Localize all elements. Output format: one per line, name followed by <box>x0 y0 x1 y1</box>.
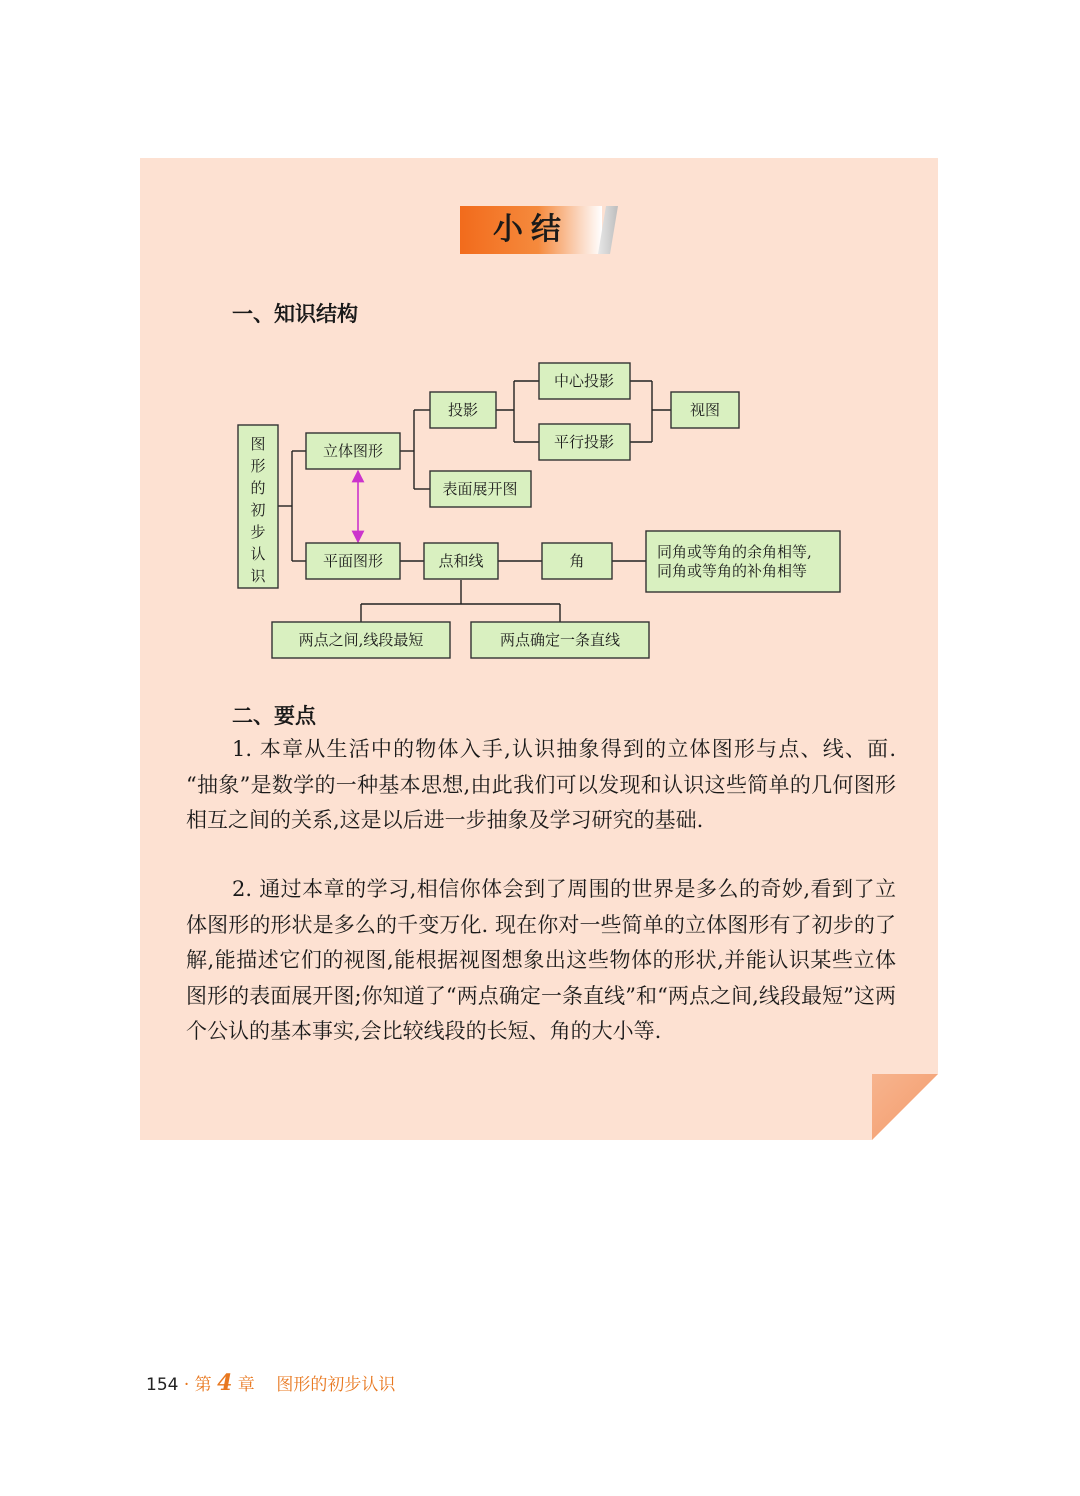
root-char: 识 <box>250 567 266 585</box>
box-plane-figure <box>306 543 400 579</box>
box-angle <box>542 543 612 579</box>
footer-separator: · <box>183 1375 190 1395</box>
box-angle-label: 角 <box>569 552 585 570</box>
box-solid-figure <box>306 433 400 469</box>
box-point-line-label: 点和线 <box>438 552 484 570</box>
angle-property-line: 同角或等角的补角相等 <box>657 562 808 580</box>
box-parallel-projection <box>539 424 630 460</box>
box-line-determined-label: 两点确定一条直线 <box>499 631 621 649</box>
root-char: 图 <box>250 435 266 453</box>
angle-property-line: 同角或等角的余角相等, <box>657 543 812 561</box>
box-angle-properties <box>646 531 840 592</box>
root-char: 的 <box>250 479 266 497</box>
page-number: 154 <box>146 1375 179 1395</box>
section-heading-structure: 一、知识结构 <box>232 301 358 326</box>
page-title: 小结 <box>493 212 569 247</box>
root-char: 认 <box>250 545 266 563</box>
box-projection-label: 投影 <box>447 401 479 419</box>
box-central-projection-label: 中心投影 <box>553 372 615 390</box>
box-surface-net <box>430 471 531 507</box>
root-char: 步 <box>250 523 266 541</box>
box-view-label: 视图 <box>689 401 721 419</box>
chapter-number: 4 <box>217 1370 233 1396</box>
chapter-title: 图形的初步认识 <box>276 1375 396 1395</box>
box-projection <box>430 392 496 428</box>
box-root <box>238 425 278 588</box>
box-solid-figure-label: 立体图形 <box>322 442 384 460</box>
box-shortest-segment <box>272 622 450 658</box>
box-shortest-segment-label: 两点之间,线段最短 <box>298 631 424 649</box>
box-surface-net-label: 表面展开图 <box>442 480 518 498</box>
root-char: 初 <box>250 501 266 519</box>
section-heading-key-points: 二、要点 <box>232 703 316 728</box>
box-plane-figure-label: 平面图形 <box>322 552 384 570</box>
key-point-paragraph-2: 2. 通过本章的学习,相信你体会到了周围的世界是多么的奇妙,看到了立体图形的形状是多么的千变万化. 现在你对一些简单的立体图形有了初步的了解,能描述它们的视图,能根据视图想象出这些物体的形状,并能认识某些立体图形的表面展开图;你知道了“两点确定一条直线”和“两点之间,线段最短”这两个公认的基本事实,会比较线段的长短、角的大小等. <box>186 877 896 1043</box>
page-footer <box>146 1370 395 1396</box>
root-char: 形 <box>250 457 266 475</box>
chapter-suffix: 章 <box>237 1375 255 1395</box>
chapter-prefix: 第 <box>194 1375 212 1395</box>
box-parallel-projection-label: 平行投影 <box>553 433 615 451</box>
box-point-line <box>424 543 498 579</box>
box-view <box>671 392 739 428</box>
box-line-determined <box>471 622 649 658</box>
key-point-paragraph-1: 1. 本章从生活中的物体入手,认识抽象得到的立体图形与点、线、面. “抽象”是数学的一种基本思想,由此我们可以发现和认识这些简单的几何图形相互之间的关系,这是以后进一步抽象及学习研究的基础. <box>186 737 896 832</box>
box-central-projection <box>539 363 630 399</box>
